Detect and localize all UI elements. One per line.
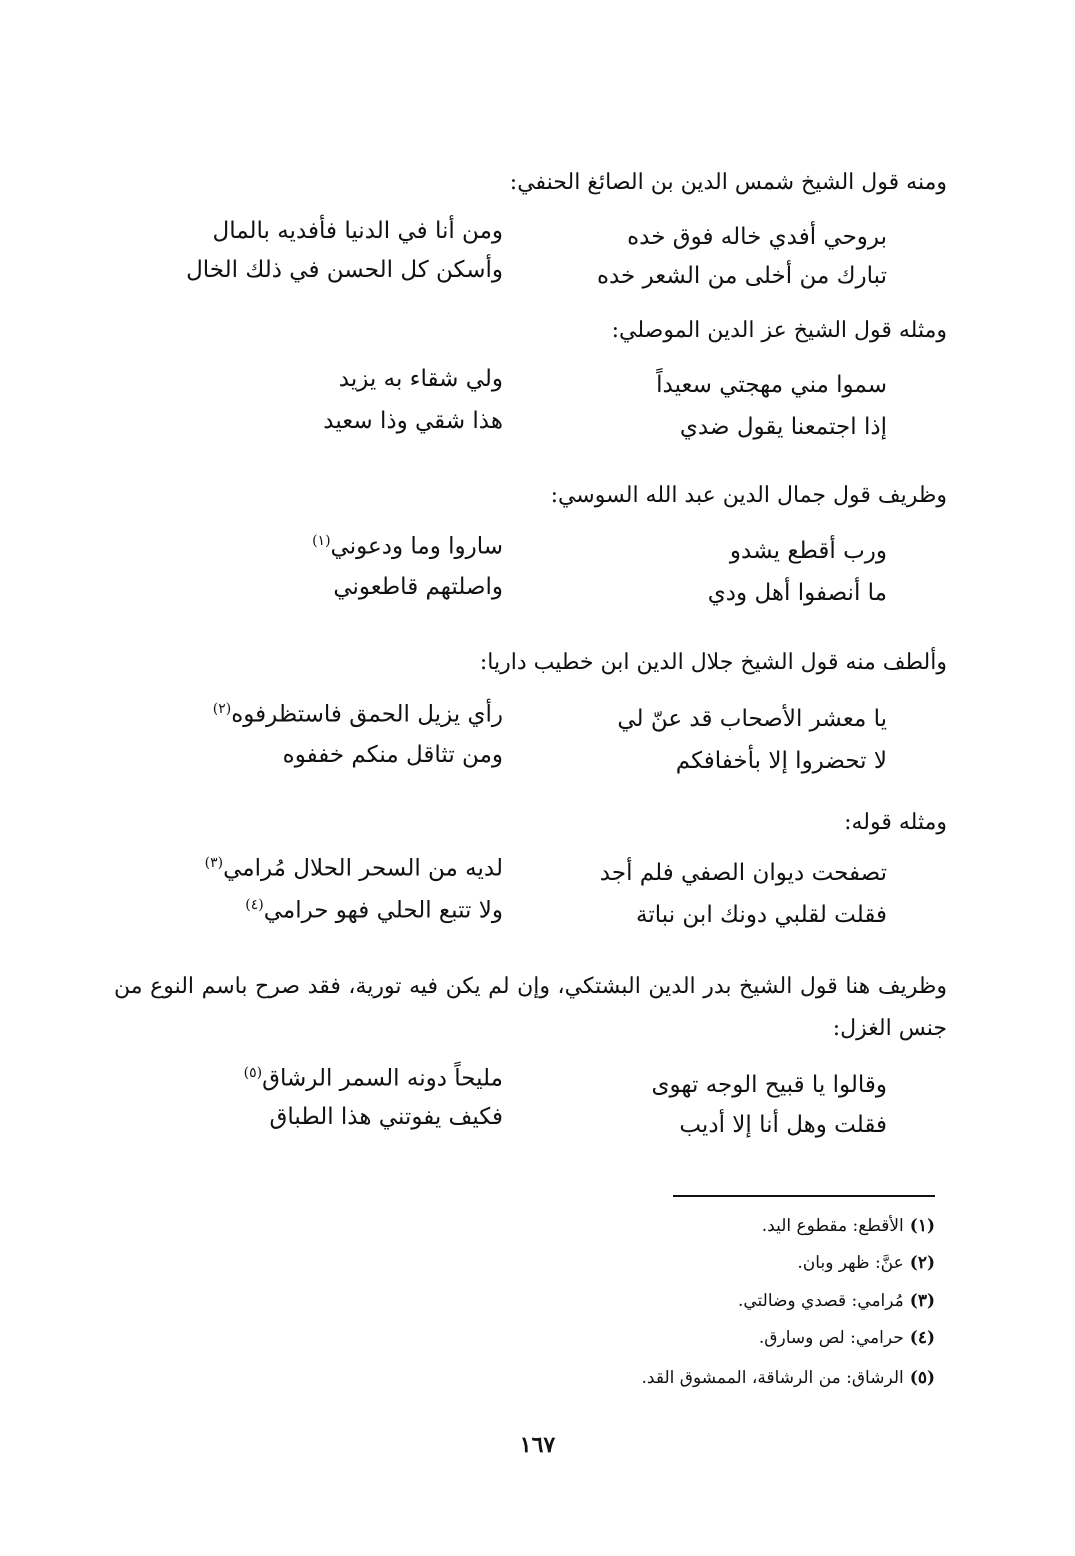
section-intro: ومنه قول الشيخ شمس الدين بن الصائغ الحنفي: [509, 170, 947, 195]
verse-sadr: إذا اجتمعنا يقول ضدي [679, 414, 887, 440]
footnote-marker: (٢) [212, 701, 232, 717]
footnote-number: (٤) [909, 1328, 935, 1348]
footnote-marker: (٥) [243, 1065, 263, 1081]
footnote-text: الأقطع: مقطوع اليد. [761, 1216, 904, 1236]
footnote [642, 1370, 935, 1387]
verse-sadr: تصفحت ديوان الصفي فلم أجد [599, 860, 887, 886]
footnote [759, 1330, 935, 1347]
verse-sadr: سموا مني مهجتي سعيداً [656, 372, 887, 398]
verse-sadr: فقلت لقلبي دونك ابن نباتة [636, 902, 887, 928]
verse-sadr: وقالوا يا قبيح الوجه تهوى [651, 1072, 887, 1098]
section-intro: ومثله قوله: [844, 810, 947, 835]
page-number: ١٦٧ [519, 1432, 556, 1458]
verse-ajuz: ومن تثاقل منكم خففوه [282, 742, 503, 768]
verse-sadr: ورب أقطع يشدو [729, 538, 887, 564]
footnote-number: (١) [909, 1216, 935, 1236]
footnote-text: حرامي: لص وسارق. [758, 1328, 904, 1348]
footnote-number: (٣) [909, 1291, 935, 1311]
footnote-number: (٥) [909, 1368, 935, 1388]
verse-sadr: تبارك من أخلى من الشعر خده [596, 263, 887, 289]
section-intro: ومثله قول الشيخ عز الدين الموصلي: [611, 318, 947, 343]
footnote [797, 1255, 935, 1272]
section-intro: وألطف منه قول الشيخ جلال الدين ابن خطيب داريا: [479, 650, 947, 675]
verse-ajuz [312, 534, 503, 559]
verse-sadr: لا تحضروا إلا بأخفافكم [675, 748, 887, 774]
verse-ajuz: فكيف يفوتني هذا الطباق [269, 1104, 503, 1130]
verse-ajuz-text: ولا تتبع الحلي فهو حرامي [263, 897, 503, 924]
verse-sadr: يا معشر الأصحاب قد عنّ لي [617, 706, 887, 732]
footnote-text: عنَّ: ظهر وبان. [797, 1253, 904, 1273]
verse-ajuz-text: مليحاً دونه السمر الرشاق [262, 1065, 503, 1092]
footnote-text: الرشاق: من الرشاقة، الممشوق القد. [641, 1368, 904, 1388]
footnote [738, 1293, 935, 1310]
verse-sadr: فقلت وهل أنا إلا أديب [679, 1112, 887, 1138]
verse-ajuz [213, 702, 503, 727]
verse-ajuz: ولي شقاء به يزيد [338, 366, 503, 392]
footnote-divider [673, 1195, 935, 1197]
footnote-marker: (٣) [204, 855, 224, 871]
verse-ajuz: هذا شقي وذا سعيد [323, 408, 503, 434]
verse-ajuz [244, 1066, 503, 1091]
footnote-marker: (١) [312, 533, 331, 549]
verse-ajuz-text: ساروا وما ودعوني [330, 533, 503, 560]
verse-ajuz: واصلتهم قاطعوني [333, 574, 503, 600]
verse-ajuz-text: رأي يزيل الحمق فاستظرفوه [231, 701, 503, 728]
prose-paragraph: وظريف هنا قول الشيخ بدر الدين البشتكي، وإن لم يكن فيه تورية، فقد صرح باسم النوع من جنس الغزل: [114, 974, 947, 1041]
verse-ajuz [245, 898, 503, 923]
footnote [762, 1218, 935, 1235]
verse-sadr: ما أنصفوا أهل ودي [707, 580, 887, 606]
verse-ajuz [205, 856, 503, 881]
verse-sadr: بروحي أفدي خاله فوق خده [627, 224, 887, 250]
footnote-text: مُرامي: قصدي وضالتي. [737, 1291, 904, 1311]
verse-ajuz: وأسكن كل الحسن في ذلك الخال [186, 257, 503, 283]
footnote-marker: (٤) [245, 897, 264, 913]
verse-ajuz-text: لديه من السحر الحلال مُرامي [223, 855, 503, 882]
section-intro: وظريف قول جمال الدين عبد الله السوسي: [550, 483, 947, 508]
verse-ajuz: ومن أنا في الدنيا فأفديه بالمال [212, 218, 503, 244]
footnote-number: (٢) [909, 1253, 935, 1273]
